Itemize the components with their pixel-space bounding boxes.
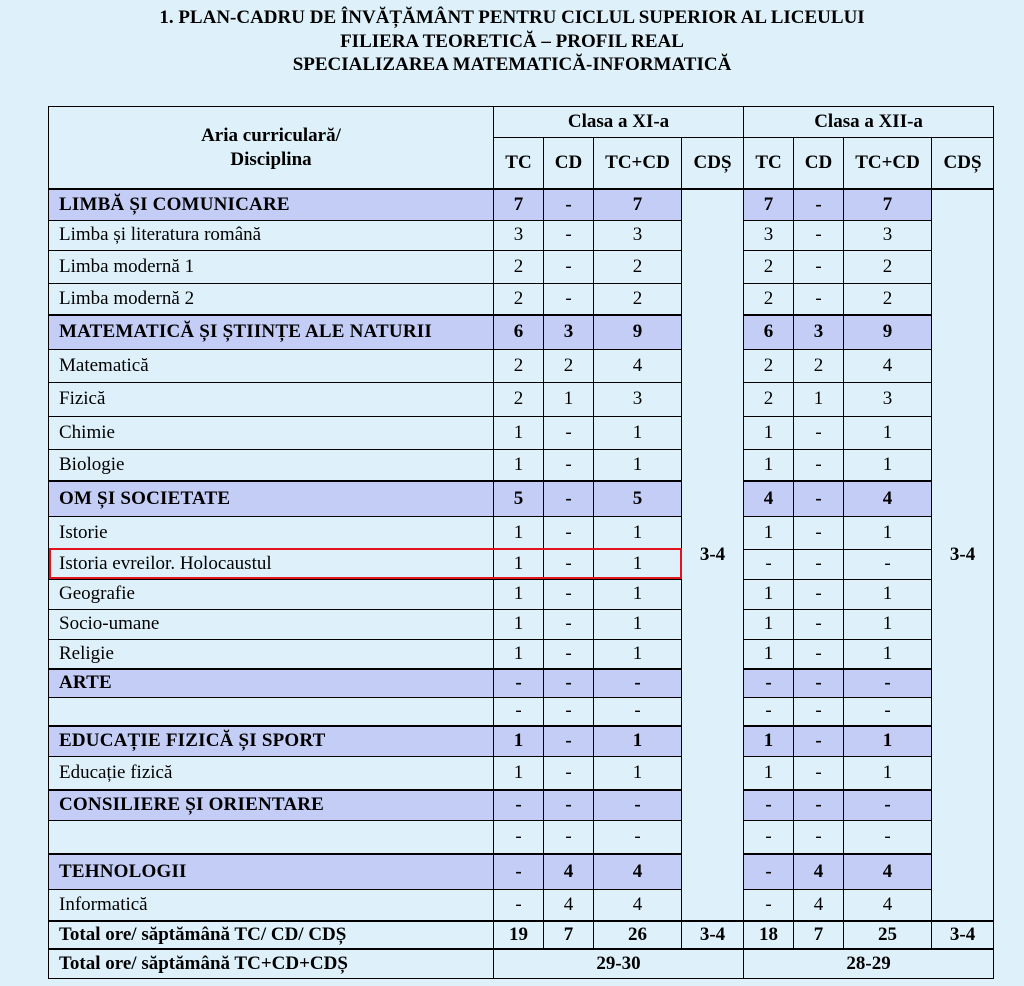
col-header-tc: TC [744,138,794,190]
class12-value: - [794,449,844,481]
total-combined-class-11: 29-30 [494,949,744,978]
class12-value: - [844,790,932,820]
class12-value: 3 [844,382,932,416]
class11-value: - [544,697,594,726]
class12-value: - [794,756,844,790]
discipline-row [49,549,994,579]
class12-value: 1 [744,726,794,756]
class11-value: 3 [544,315,594,349]
class11-value: 2 [494,349,544,382]
class11-value: 4 [594,349,682,382]
total-cell: 26 [594,921,682,949]
class11-cds-value: 3-4 [682,189,744,921]
class12-value: 1 [844,449,932,481]
class11-value: 1 [594,609,682,639]
class11-value: 2 [494,283,544,315]
total-label: Total ore/ săptămână TC+CD+CDȘ [49,949,494,978]
class12-value: 2 [844,250,932,283]
class12-cds-value: 3-4 [932,189,994,921]
class12-value: 1 [844,756,932,790]
discipline-row [49,382,994,416]
class11-value: 1 [594,639,682,669]
discipline-row [49,639,994,669]
class12-value: - [794,481,844,516]
title-line-3: SPECIALIZAREA MATEMATICĂ-INFORMATICĂ [292,54,732,75]
category-name: EDUCAȚIE FIZICĂ ȘI SPORT [49,726,494,756]
class12-value: 1 [744,579,794,609]
class11-value: - [544,416,594,449]
discipline-row [49,516,994,549]
total-combined-class-12: 28-29 [744,949,994,978]
total-row-separate [49,921,994,949]
class12-value: 2 [744,283,794,315]
discipline-name: Limba modernă 1 [49,250,494,283]
class11-value: - [494,697,544,726]
category-name: TEHNOLOGII [49,854,494,889]
class12-value: 1 [844,516,932,549]
class11-value: 4 [544,854,594,889]
class11-value: 3 [594,382,682,416]
class11-value: 1 [594,516,682,549]
col-header-cds: CDȘ [682,138,744,190]
discipline-name: Religie [49,639,494,669]
class11-value: - [594,790,682,820]
class11-value: - [544,549,594,579]
class11-value: 7 [594,189,682,220]
col-header-tc: TC [494,138,544,190]
class11-value: 3 [594,220,682,250]
class12-value: - [744,889,794,921]
discipline-name: Educație fizică [49,756,494,790]
header-discipline-label: Disciplina [230,148,312,170]
class11-value: 4 [594,854,682,889]
class11-value: 2 [594,283,682,315]
discipline-name: Geografie [49,579,494,609]
class11-value: - [544,790,594,820]
class12-value: 2 [744,349,794,382]
class12-value: - [794,726,844,756]
class11-value: - [544,189,594,220]
class11-value: - [494,854,544,889]
category-name: OM ȘI SOCIETATE [49,481,494,516]
category-row [49,854,994,889]
document-title [0,6,1024,77]
discipline-name: Socio-umane [49,609,494,639]
class12-value: 1 [794,382,844,416]
class12-value: 2 [844,283,932,315]
class11-value: 6 [494,315,544,349]
class11-value: 2 [494,382,544,416]
discipline-name [49,820,494,854]
class12-value: 1 [744,639,794,669]
class12-value: - [794,697,844,726]
class11-value: 1 [594,449,682,481]
class11-value: - [544,756,594,790]
class11-value: - [494,790,544,820]
discipline-name: Fizică [49,382,494,416]
class11-value: 4 [544,889,594,921]
class12-value: 1 [844,639,932,669]
category-name: ARTE [49,669,494,697]
class11-value: 9 [594,315,682,349]
total-label: Total ore/ săptămână TC/ CD/ CDȘ [49,921,494,949]
class12-value: - [844,697,932,726]
class12-value: 1 [844,726,932,756]
category-row [49,726,994,756]
class12-value: 6 [744,315,794,349]
class11-value: 5 [494,481,544,516]
discipline-row [49,820,994,854]
discipline-row [49,609,994,639]
class11-value: 1 [594,416,682,449]
class11-value: - [544,639,594,669]
class12-value: - [794,549,844,579]
discipline-row [49,416,994,449]
discipline-name: Limba modernă 2 [49,283,494,315]
discipline-name: Chimie [49,416,494,449]
category-row [49,481,994,516]
discipline-name: Biologie [49,449,494,481]
class12-value: - [744,854,794,889]
class12-value: 3 [794,315,844,349]
class12-value: 4 [794,854,844,889]
class12-value: 4 [794,889,844,921]
class12-value: 1 [744,449,794,481]
col-header-tc-cd: TC+CD [594,138,682,190]
class12-value: 4 [844,481,932,516]
total-row-combined [49,949,994,978]
class11-value: - [594,697,682,726]
class12-value: - [794,250,844,283]
category-name: LIMBĂ ȘI COMUNICARE [49,189,494,220]
discipline-row [49,250,994,283]
class11-value: 1 [494,726,544,756]
class12-value: - [794,579,844,609]
class12-value: - [794,790,844,820]
class11-value: - [544,669,594,697]
class11-value: 5 [594,481,682,516]
class11-value: 1 [494,516,544,549]
class12-value: 9 [844,315,932,349]
class12-value: - [744,697,794,726]
class11-value: - [594,820,682,854]
class12-value: 7 [744,189,794,220]
class11-value: 1 [494,609,544,639]
class12-value: 4 [844,854,932,889]
category-row [49,189,994,220]
class11-value: - [494,889,544,921]
col-header-cd: CD [794,138,844,190]
discipline-row [49,889,994,921]
class12-value: 1 [744,609,794,639]
discipline-row [49,449,994,481]
class12-value: 1 [844,579,932,609]
class11-value: 4 [594,889,682,921]
class12-value: - [744,790,794,820]
discipline-row [49,756,994,790]
class11-value: 7 [494,189,544,220]
discipline-name: Istoria evreilor. Holocaustul [49,549,494,579]
class11-value: - [594,669,682,697]
discipline-name: Istorie [49,516,494,549]
class12-value: - [844,549,932,579]
header-class-11: Clasa a XI-a [494,107,744,138]
discipline-row [49,283,994,315]
class12-value: 2 [744,382,794,416]
title-line-1: 1. PLAN-CADRU DE ÎNVĂȚĂMÂNT PENTRU CICLUL SUPERIOR AL LICEULUI [159,7,865,28]
class11-value: - [544,726,594,756]
discipline-name [49,697,494,726]
class11-value: - [544,609,594,639]
class11-value: 3 [494,220,544,250]
class11-value: 1 [594,579,682,609]
class11-value: - [544,283,594,315]
class12-value: - [794,669,844,697]
class11-value: 2 [494,250,544,283]
total-cell: 25 [844,921,932,949]
class11-value: - [544,516,594,549]
class11-value: 1 [594,756,682,790]
class12-value: 3 [744,220,794,250]
class11-value: 1 [544,382,594,416]
class11-value: - [494,669,544,697]
discipline-row [49,579,994,609]
class11-value: 2 [594,250,682,283]
class11-value: - [544,449,594,481]
class12-value: 1 [844,416,932,449]
class12-value: 4 [844,889,932,921]
category-row [49,315,994,349]
class12-value: 7 [844,189,932,220]
class12-value: 4 [744,481,794,516]
discipline-row [49,349,994,382]
class12-value: - [794,820,844,854]
class11-value: 1 [494,756,544,790]
class12-value: 4 [844,349,932,382]
class12-value: - [794,189,844,220]
class11-value: - [544,220,594,250]
class11-value: 1 [494,579,544,609]
total-cell: 3-4 [682,921,744,949]
class12-value: - [744,669,794,697]
title-line-2: FILIERA TEORETICĂ – PROFIL REAL [340,30,684,52]
class11-value: - [544,250,594,283]
class11-value: 1 [494,449,544,481]
discipline-row [49,697,994,726]
class11-value: 1 [494,639,544,669]
category-row [49,669,994,697]
header-area-discipline [49,107,494,190]
class12-value: - [794,220,844,250]
category-name: MATEMATICĂ ȘI ȘTIINȚE ALE NATURII [49,315,494,349]
class12-value: 1 [844,609,932,639]
class11-value: 2 [544,349,594,382]
category-name: CONSILIERE ȘI ORIENTARE [49,790,494,820]
total-cell: 7 [544,921,594,949]
curriculum-table [48,106,994,979]
col-header-cd: CD [544,138,594,190]
header-area-label: Aria curriculară/ [201,124,341,146]
total-cell: 19 [494,921,544,949]
header-class-12: Clasa a XII-a [744,107,994,138]
class12-value: - [744,549,794,579]
discipline-name: Informatică [49,889,494,921]
class12-value: 3 [844,220,932,250]
total-cell: 7 [794,921,844,949]
class12-value: - [794,609,844,639]
class11-value: 1 [594,726,682,756]
class11-value: 1 [594,549,682,579]
class12-value: - [794,639,844,669]
total-cell: 3-4 [932,921,994,949]
category-row [49,790,994,820]
col-header-cds: CDȘ [932,138,994,190]
class12-value: - [844,669,932,697]
total-cell: 18 [744,921,794,949]
class12-value: - [794,516,844,549]
class11-value: - [544,820,594,854]
class12-value: - [844,820,932,854]
class12-value: - [744,820,794,854]
class12-value: 1 [744,756,794,790]
class12-value: 1 [744,516,794,549]
class12-value: 1 [744,416,794,449]
col-header-tc-cd: TC+CD [844,138,932,190]
class12-value: - [794,416,844,449]
class12-value: 2 [794,349,844,382]
class11-value: 1 [494,416,544,449]
discipline-name: Limba și literatura română [49,220,494,250]
class12-value: - [794,283,844,315]
discipline-name: Matematică [49,349,494,382]
class11-value: - [544,481,594,516]
class11-value: - [544,579,594,609]
discipline-row [49,220,994,250]
class12-value: 2 [744,250,794,283]
class11-value: 1 [494,549,544,579]
class11-value: - [494,820,544,854]
